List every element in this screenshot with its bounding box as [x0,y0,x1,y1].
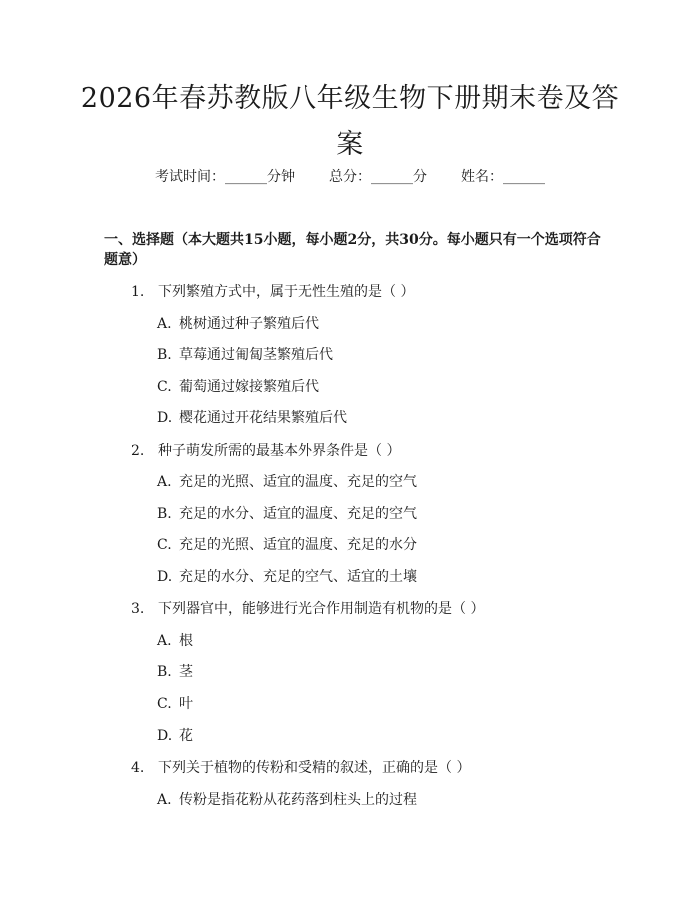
option-text: 葡萄通过嫁接繁殖后代 [179,379,319,395]
question-2-option-c [157,535,417,555]
exam-student-name: 姓名：______ [461,169,545,185]
question-3-option-d [157,726,193,746]
question-number: 3. [131,601,145,617]
question-3-option-b [157,662,193,682]
exam-meta [0,167,700,187]
question-2-option-a [157,472,417,492]
exam-total-score: 总分：______分 [329,169,427,185]
option-letter: D. [157,569,173,585]
option-text: 充足的水分、充足的空气、适宜的土壤 [179,569,417,585]
question-3 [131,599,484,619]
option-text: 草莓通过匍匐茎繁殖后代 [179,347,333,363]
option-text: 充足的水分、适宜的温度、充足的空气 [179,506,417,522]
question-number: 4. [131,760,145,776]
option-letter: B. [157,664,172,680]
question-text: 下列繁殖方式中，属于无性生殖的是（ ） [158,284,415,300]
question-text: 下列关于植物的传粉和受精的叙述，正确的是（ ） [158,760,471,776]
question-2-option-d [157,567,417,587]
option-text: 桃树通过种子繁殖后代 [179,316,319,332]
option-text: 传粉是指花粉从花药落到柱头上的过程 [179,792,417,808]
option-letter: B. [157,506,172,522]
option-letter: A. [157,316,172,332]
question-1 [131,282,414,302]
question-1-option-d [157,408,347,428]
option-text: 根 [179,633,193,649]
option-text: 花 [179,728,193,744]
option-letter: D. [157,410,173,426]
question-number: 1. [131,284,145,300]
option-text: 樱花通过开花结果繁殖后代 [179,410,347,426]
question-number: 2. [131,443,145,459]
section-heading: 一、选择题（本大题共15小题，每小题2分，共30分。每小题只有一个选项符合题意） [104,232,601,268]
question-1-option-b [157,345,333,365]
question-2 [131,441,400,461]
document-title: 2026年春苏教版八年级生物下册期末卷及答案 [80,83,620,160]
question-text: 下列器官中，能够进行光合作用制造有机物的是（ ） [158,601,485,617]
option-letter: C. [157,379,172,395]
question-1-option-a [157,314,319,334]
option-letter: B. [157,347,172,363]
option-letter: C. [157,537,172,553]
option-letter: A. [157,792,172,808]
option-text: 充足的光照、适宜的温度、充足的水分 [179,537,417,553]
option-letter: A. [157,633,172,649]
exam-time: 考试时间：______分钟 [155,169,295,185]
question-text: 种子萌发所需的最基本外界条件是（ ） [158,443,401,459]
question-1-option-c [157,377,319,397]
option-letter: A. [157,474,172,490]
question-2-option-b [157,504,417,524]
option-text: 充足的光照、适宜的温度、充足的空气 [179,474,417,490]
question-3-option-a [157,631,193,651]
option-text: 茎 [179,664,193,680]
option-text: 叶 [179,696,193,712]
option-letter: D. [157,728,173,744]
question-4-option-a [157,790,417,810]
question-3-option-c [157,694,193,714]
question-4 [131,758,470,778]
option-letter: C. [157,696,172,712]
